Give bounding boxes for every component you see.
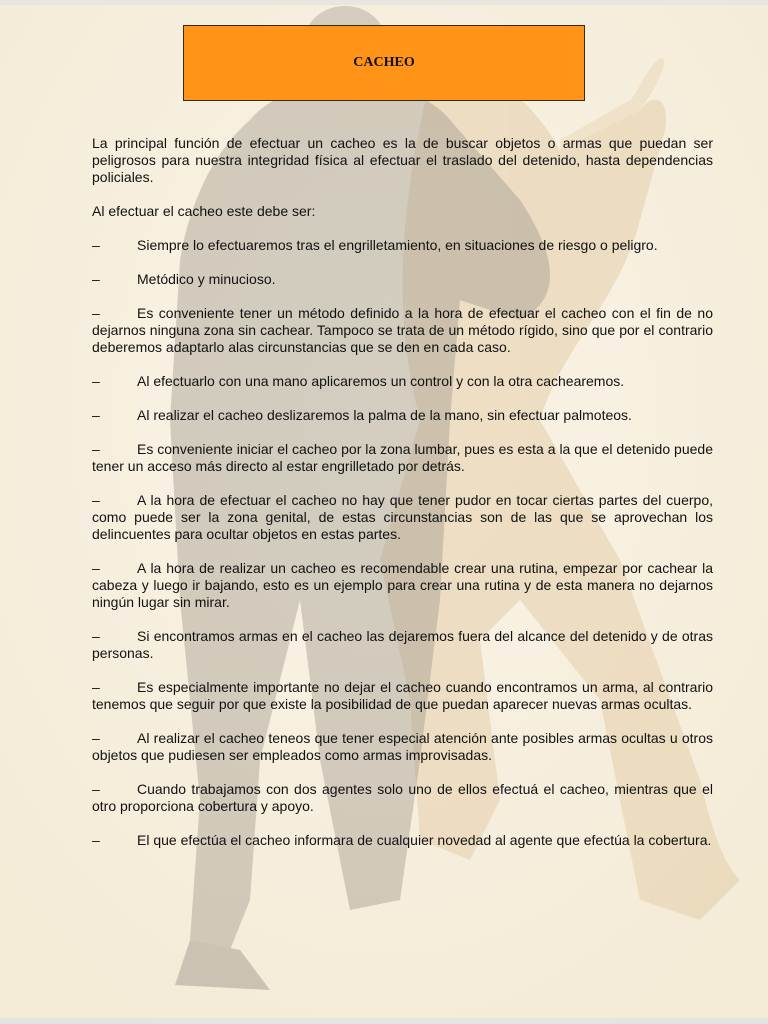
- dash-marker: –: [92, 237, 100, 253]
- list-item: [92, 832, 713, 849]
- lead-paragraph: Al efectuar el cacheo este debe ser:: [92, 203, 316, 219]
- intro-paragraph: La principal función de efectuar un cacheo es la de buscar objetos o armas que puedan ser peligrosos para nuestra integridad física al efectuar el traslado del detenido, hasta dependencias policiales.: [92, 135, 713, 185]
- dash-marker: –: [92, 628, 100, 644]
- list-item: [92, 730, 713, 764]
- list-item: [92, 628, 713, 662]
- dash-marker: –: [92, 832, 100, 848]
- dash-marker: –: [92, 373, 100, 389]
- list-item: [92, 271, 713, 288]
- list-item-text: Es conveniente iniciar el cacheo por la zona lumbar, pues es esta a la que el detenido puede tener un acceso más directo al estar engrilletado por detrás.: [92, 441, 713, 474]
- dash-marker: –: [92, 407, 100, 423]
- list-item: [92, 237, 713, 254]
- dash-marker: –: [92, 271, 100, 287]
- list-item: [92, 441, 713, 475]
- dash-marker: –: [92, 305, 100, 321]
- list-item: [92, 492, 713, 543]
- list-item-text: Al realizar el cacheo teneos que tener especial atención ante posibles armas ocultas u otros objetos que pudiesen ser empleados como armas improvisadas.: [92, 730, 713, 763]
- top-strip: [0, 0, 768, 5]
- list-item-text: Al realizar el cacheo deslizaremos la palma de la mano, sin efectuar palmoteos.: [137, 407, 632, 423]
- dash-marker: –: [92, 441, 100, 457]
- list-item-text: Al efectuarlo con una mano aplicaremos un control y con la otra cachearemos.: [137, 373, 625, 389]
- dash-marker: –: [92, 781, 100, 797]
- document-body: [92, 135, 713, 866]
- list-item: [92, 679, 713, 713]
- list-item-text: Es conveniente tener un método definido a la hora de efectuar el cacheo con el fin de no dejarnos ninguna zona sin cachear. Tampoco se trata de un método rígido, sino que por el contrario deberemos adaptarlo alas circunstancias que se den en cada caso.: [92, 305, 713, 355]
- list-item: [92, 305, 713, 356]
- title-box: [183, 25, 585, 101]
- list-item: [92, 781, 713, 815]
- list-item-text: Es especialmente importante no dejar el cacheo cuando encontramos un arma, al contrario tenemos que seguir por que existe la posibilidad de que puedan aparecer nuevas armas ocultas.: [92, 679, 713, 712]
- list-item: [92, 560, 713, 611]
- list-item: [92, 407, 713, 424]
- list-item-text: El que efectúa el cacheo informara de cualquier novedad al agente que efectúa la cobertura.: [137, 832, 712, 848]
- list-item-text: Metódico y minucioso.: [137, 271, 276, 287]
- dash-marker: –: [92, 679, 100, 695]
- list-item-text: Cuando trabajamos con dos agentes solo uno de ellos efectuá el cacheo, mientras que el otro proporciona cobertura y apoyo.: [92, 781, 713, 814]
- dash-marker: –: [92, 560, 100, 576]
- dash-marker: –: [92, 492, 100, 508]
- dash-marker: –: [92, 730, 100, 746]
- list-item-text: A la hora de efectuar el cacheo no hay que tener pudor en tocar ciertas partes del cuerpo, como puede ser la zona genital, de estas circunstancias son de las que se aprovechan los delincuentes para ocultar objetos en estas partes.: [92, 492, 713, 542]
- page-title: CACHEO: [353, 55, 415, 70]
- list-item: [92, 373, 713, 390]
- list-item-text: Si encontramos armas en el cacheo las dejaremos fuera del alcance del detenido y de otras personas.: [92, 628, 713, 661]
- list-item-text: Siempre lo efectuaremos tras el engrilletamiento, en situaciones de riesgo o peligro.: [137, 237, 658, 253]
- bottom-strip: [0, 1018, 768, 1024]
- list-item-text: A la hora de realizar un cacheo es recomendable crear una rutina, empezar por cachear la cabeza y luego ir bajando, esto es un ejemplo para crear una rutina y de esta manera no dejarnos ningún lugar sin mirar.: [92, 560, 713, 610]
